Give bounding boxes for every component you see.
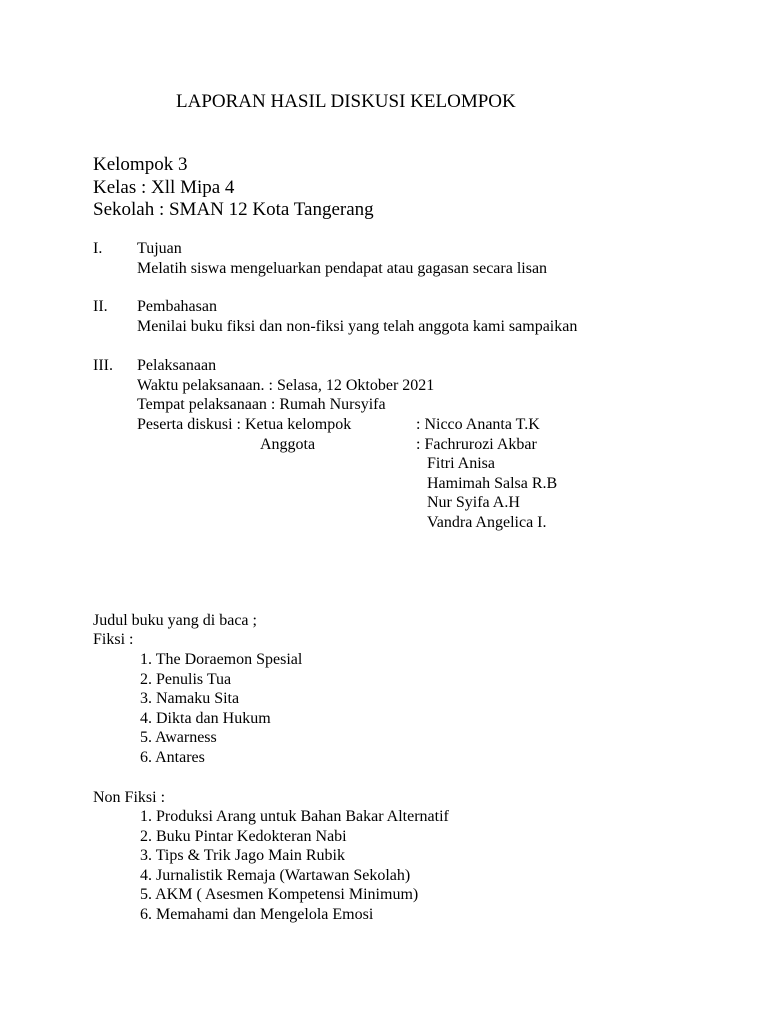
school-info: Sekolah : SMAN 12 Kota Tangerang: [93, 199, 374, 220]
execution-place: Tempat pelaksanaan : Rumah Nursyifa: [137, 396, 386, 413]
member-item: Fitri Anisa: [427, 455, 496, 472]
participants-label: Peserta diskusi : Ketua kelompok: [137, 416, 352, 433]
nonfiction-book-item: 3. Tips & Trik Jago Main Rubik: [140, 847, 345, 864]
nonfiction-book-item: 2. Buku Pintar Kedokteran Nabi: [140, 828, 347, 845]
fiction-book-item: 1. The Doraemon Spesial: [140, 651, 303, 668]
section-number-2: II.: [93, 298, 108, 315]
group-number: Kelompok 3: [93, 154, 188, 175]
members-label: Anggota: [260, 436, 316, 453]
nonfiction-label: Non Fiksi :: [93, 789, 166, 806]
execution-time: Waktu pelaksanaan. : Selasa, 12 Oktober 2021: [137, 377, 435, 394]
nonfiction-book-item: 5. AKM ( Asesmen Kompetensi Minimum): [140, 886, 419, 903]
section-heading-tujuan: Tujuan: [137, 240, 182, 257]
member-item: : Fachrurozi Akbar: [416, 436, 537, 453]
fiction-book-item: 4. Dikta dan Hukum: [140, 710, 271, 727]
section-body-tujuan: Melatih siswa mengeluarkan pendapat atau gagasan secara lisan: [137, 260, 548, 277]
page-title: LAPORAN HASIL DISKUSI KELOMPOK: [176, 91, 516, 112]
fiction-book-item: 5. Awarness: [140, 729, 217, 746]
fiction-book-item: 3. Namaku Sita: [140, 690, 240, 707]
section-body-pembahasan: Menilai buku fiksi dan non-fiksi yang telah anggota kami sampaikan: [137, 318, 578, 335]
group-leader: : Nicco Ananta T.K: [416, 416, 540, 433]
books-intro: Judul buku yang di baca ;: [93, 612, 257, 629]
section-heading-pembahasan: Pembahasan: [137, 298, 217, 315]
fiction-label: Fiksi :: [93, 631, 134, 648]
member-item: Nur Syifa A.H: [427, 494, 520, 511]
class-info: Kelas : Xll Mipa 4: [93, 177, 235, 198]
section-number-1: I.: [93, 240, 103, 257]
section-heading-pelaksanaan: Pelaksanaan: [137, 357, 217, 374]
fiction-book-item: 6. Antares: [140, 749, 205, 766]
section-number-3: III.: [93, 357, 113, 374]
nonfiction-book-item: 4. Jurnalistik Remaja (Wartawan Sekolah): [140, 867, 411, 884]
member-item: Hamimah Salsa R.B: [427, 475, 558, 492]
member-item: Vandra Angelica I.: [427, 514, 547, 531]
nonfiction-book-item: 1. Produksi Arang untuk Bahan Bakar Alternatif: [140, 808, 449, 825]
nonfiction-book-item: 6. Memahami dan Mengelola Emosi: [140, 906, 374, 923]
fiction-book-item: 2. Penulis Tua: [140, 671, 232, 688]
